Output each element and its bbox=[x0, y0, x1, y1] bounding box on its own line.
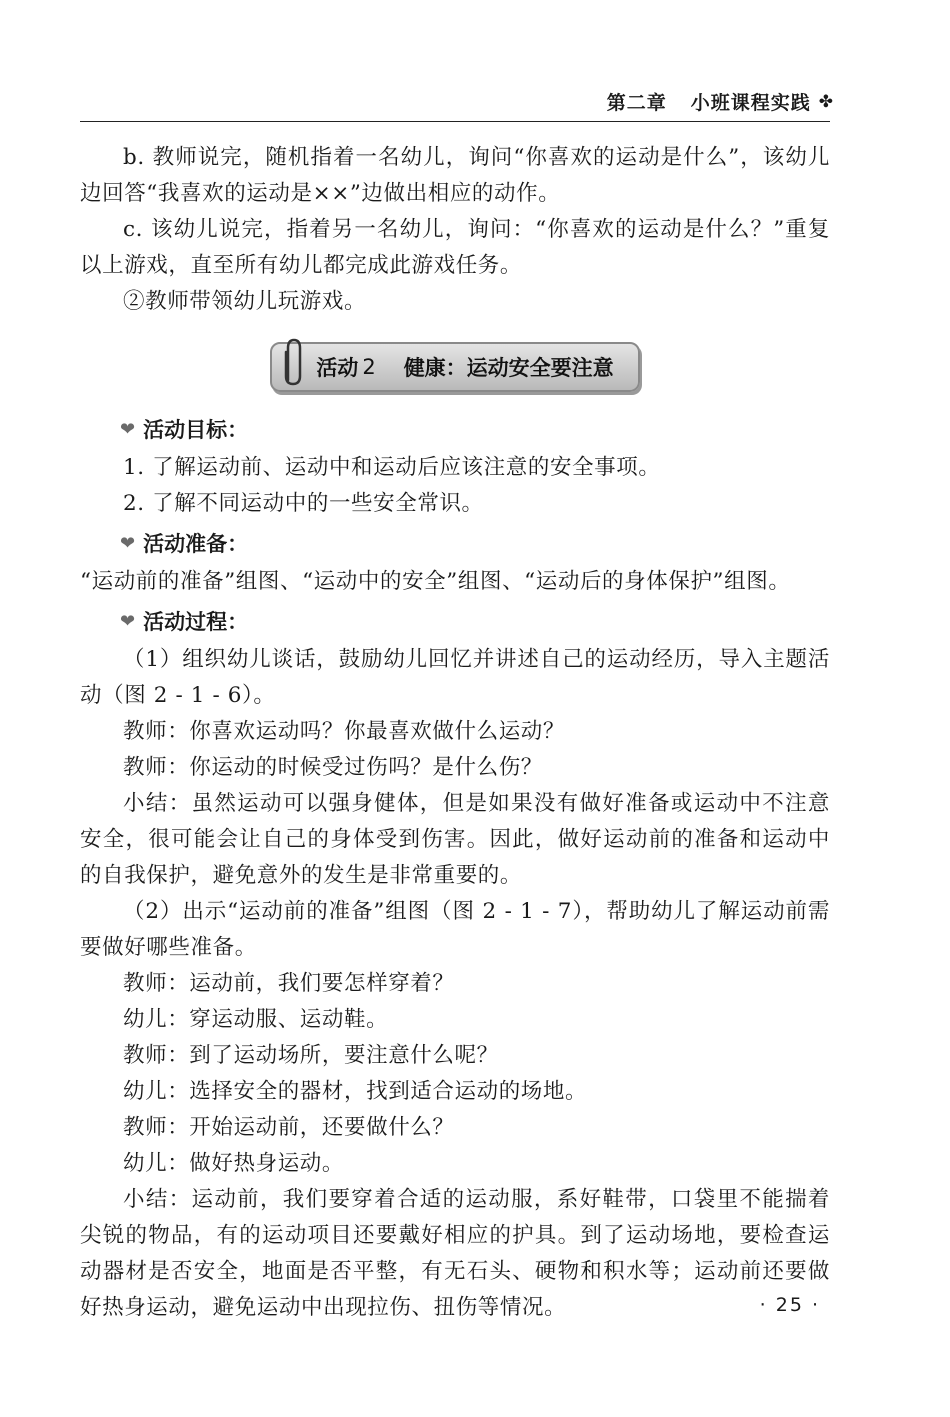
process-paragraph: 小结：运动前，我们要穿着合适的运动服，系好鞋带，口袋里不能揣着尖锐的物品，有的运动项目还要戴好相应的护具。到了运动场地，要检查运动器材是否安全，地面是否平整，有无石头、硬物和积水等；运动前还要做好热身运动，避免运动中出现拉伤、扭伤等情况。 bbox=[80, 1187, 830, 1320]
heart-icon: ❤ bbox=[120, 533, 136, 554]
process-paragraph: 幼儿：选择安全的器材，找到适合运动的场地。 bbox=[123, 1079, 588, 1104]
process-paragraph: （1）组织幼儿谈话，鼓励幼儿回忆并讲述自己的运动经历，导入主题活动（图 2 - 1 - 6）。 bbox=[80, 647, 830, 708]
heart-icon: ❤ bbox=[120, 419, 136, 440]
intro-paragraph-2: ②教师带领幼儿玩游戏。 bbox=[123, 289, 367, 314]
process-paragraph: 教师：你运动的时候受过伤吗？是什么伤？ bbox=[123, 755, 543, 780]
section-title: 健康：运动安全要注意 bbox=[403, 356, 614, 380]
paperclip-icon bbox=[280, 336, 306, 390]
heart-icon: ❤ bbox=[120, 611, 136, 632]
intro-paragraph-b: b. 教师说完，随机指着一名幼儿，询问“你喜欢的运动是什么”，该幼儿边回答“我喜欢的运动是××”边做出相应的动作。 bbox=[80, 145, 830, 206]
running-header bbox=[607, 88, 834, 115]
preparation-heading-text: 活动准备： bbox=[143, 532, 249, 556]
process-paragraph: 幼儿：穿运动服、运动鞋。 bbox=[123, 1007, 389, 1032]
goal-item: 2. 了解不同运动中的一些安全常识。 bbox=[123, 491, 484, 516]
goals-heading bbox=[80, 412, 830, 448]
chapter-label: 第二章 bbox=[606, 92, 667, 114]
process-paragraph: 教师：你喜欢运动吗？你最喜欢做什么运动？ bbox=[123, 719, 566, 744]
process-heading bbox=[80, 604, 830, 640]
process-paragraph: 教师：开始运动前，还要做什么？ bbox=[123, 1115, 455, 1140]
goal-item: 1. 了解运动前、运动中和运动后应该注意的安全事项。 bbox=[123, 455, 661, 480]
process-paragraph: （2）出示“运动前的准备”组图（图 2 - 1 - 7），帮助幼儿了解运动前需要做好哪些准备。 bbox=[80, 899, 830, 960]
process-paragraph: 教师：到了运动场所，要注意什么呢？ bbox=[123, 1043, 499, 1068]
section-banner bbox=[270, 342, 639, 392]
intro-paragraph-c: c. 该幼儿说完，指着另一名幼儿，询问：“你喜欢的运动是什么？”重复以上游戏，直至所有幼儿都完成此游戏任务。 bbox=[80, 217, 830, 278]
section-banner-wrapper bbox=[80, 342, 830, 392]
process-heading-text: 活动过程： bbox=[143, 610, 249, 634]
preparation-heading bbox=[80, 526, 830, 562]
decorative-ornament-icon: ✤ bbox=[818, 91, 834, 112]
process-paragraph: 小结：虽然运动可以强身健体，但是如果没有做好准备或运动中不注意安全，很可能会让自己的身体受到伤害。因此，做好运动前的准备和运动中的自我保护，避免意外的发生是非常重要的。 bbox=[80, 791, 830, 888]
chapter-title: 小班课程实践 bbox=[690, 92, 811, 114]
section-label: 活动 bbox=[316, 356, 359, 380]
section-number: 2 bbox=[362, 355, 376, 379]
header-divider bbox=[80, 121, 830, 122]
goals-heading-text: 活动目标： bbox=[143, 418, 249, 442]
preparation-text: “运动前的准备”组图、“运动中的安全”组图、“运动后的身体保护”组图。 bbox=[80, 569, 791, 594]
process-paragraph: 教师：运动前，我们要怎样穿着？ bbox=[123, 971, 455, 996]
page-body bbox=[80, 140, 830, 1326]
page-number: · 25 · bbox=[759, 1294, 820, 1316]
process-paragraph: 幼儿：做好热身运动。 bbox=[123, 1151, 345, 1176]
